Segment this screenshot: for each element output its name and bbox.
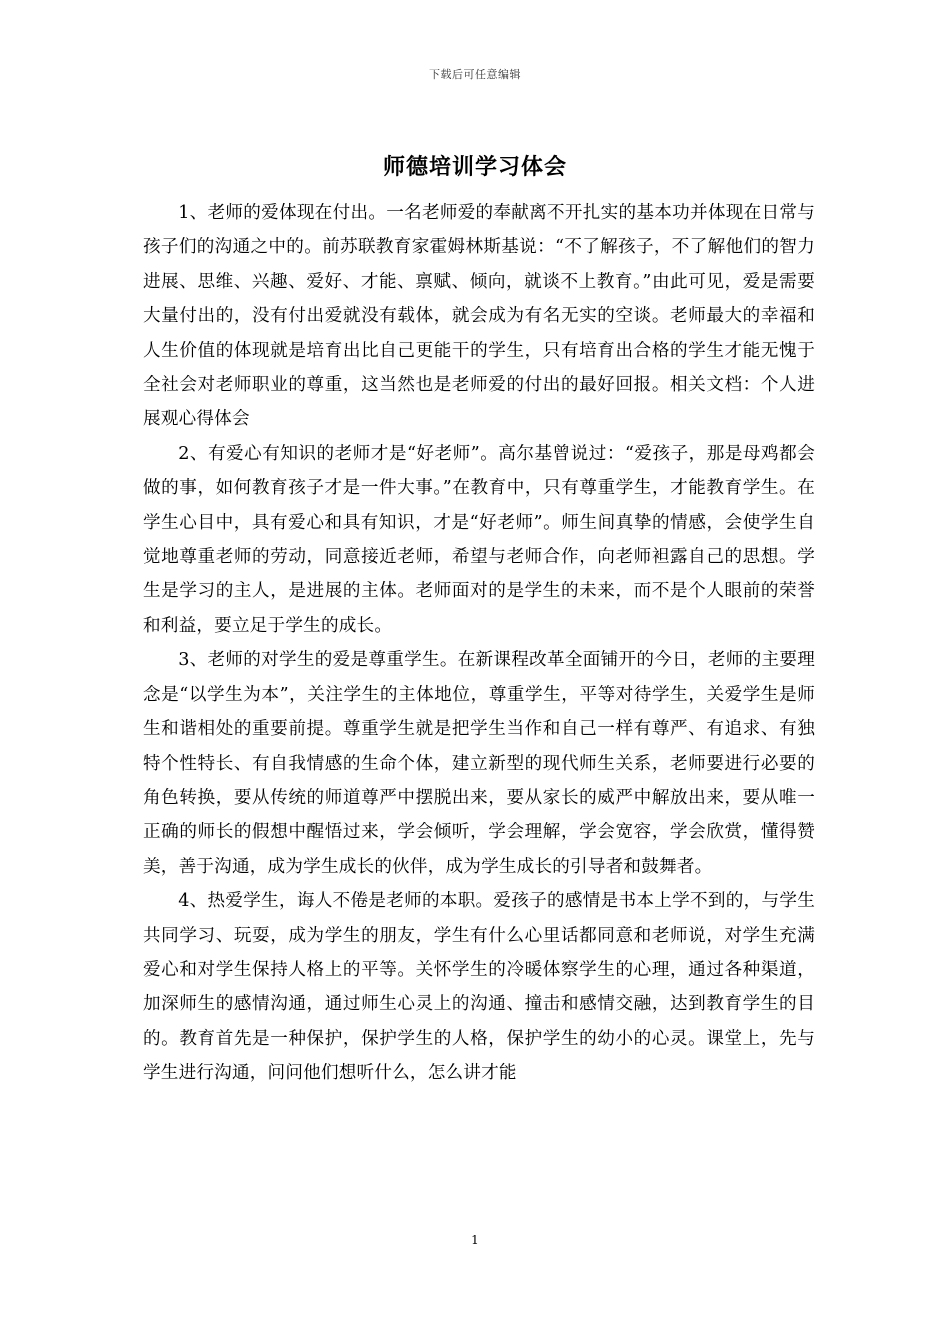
paragraph-4: 4、热爱学生，诲人不倦是老师的本职。爱孩子的感情是书本上学不到的，与学生共同学习、玩耍，成为学生的朋友，学生有什么心里话都同意和老师说，对学生充满爱心和对学生保持人格上的平等。关怀学生的冷暖体察学生的心理，通过各种渠道，加深师生的感情沟通，通过师生心灵上的沟通、撞击和感情交融，达到教育学生的目的。教育首先是一种保护，保护学生的人格，保护学生的幼小的心灵。课堂上，先与学生进行沟通，问问他们想听什么，怎么讲才能	[143, 891, 815, 1084]
page-number: 1	[471, 1233, 479, 1247]
paragraph-1: 1、老师的爱体现在付出。一名老师爱的奉献离不开扎实的基本功并体现在日常与孩子们的沟通之中的。前苏联教育家霍姆林斯基说：“不了解孩子，不了解他们的智力进展、思维、兴趣、爱好、才能、禀赋、倾向，就谈不上教育。”由此可见，爱是需要大量付出的，没有付出爱就没有载体，就会成为有名无实的空谈。老师最大的幸福和人生价值的体现就是培育出比自己更能干的学生，只有培育出合格的学生才能无愧于全社会对老师职业的尊重，这当然也是老师爱的付出的最好回报。相关文档：个人进展观心得体会	[143, 203, 815, 430]
document-title: 师德培训学习体会	[382, 154, 567, 180]
paragraph-3: 3、老师的对学生的爱是尊重学生。在新课程改革全面铺开的今日，老师的主要理念是“以学生为本”，关注学生的主体地位，尊重学生，平等对待学生，关爱学生是师生和谐相处的重要前提。尊重学生就是把学生当作和自己一样有尊严、有追求、有独特个性特长、有自我情感的生命个体，建立新型的现代师生关系，老师要进行必要的角色转换，要从传统的师道尊严中摆脱出来，要从家长的威严中解放出来，要从唯一正确的师长的假想中醒悟过来，学会倾听，学会理解，学会宽容，学会欣赏，懂得赞美，善于沟通，成为学生成长的伙伴，成为学生成长的引导者和鼓舞者。	[143, 650, 815, 877]
document-body	[143, 196, 815, 1091]
header-note: 下载后可任意编辑	[429, 68, 521, 81]
paragraph-2: 2、有爱心有知识的老师才是“好老师”。高尔基曾说过：“爱孩子，那是母鸡都会做的事，如何教育孩子才是一件大事。”在教育中，只有尊重学生，才能教育学生。在学生心目中，具有爱心和具有知识，才是“好老师”。师生间真挚的情感，会使学生自觉地尊重老师的劳动，同意接近老师，希望与老师合作，向老师袒露自己的思想。学生是学习的主人，是进展的主体。老师面对的是学生的未来，而不是个人眼前的荣誉和利益，要立足于学生的成长。	[143, 443, 815, 636]
